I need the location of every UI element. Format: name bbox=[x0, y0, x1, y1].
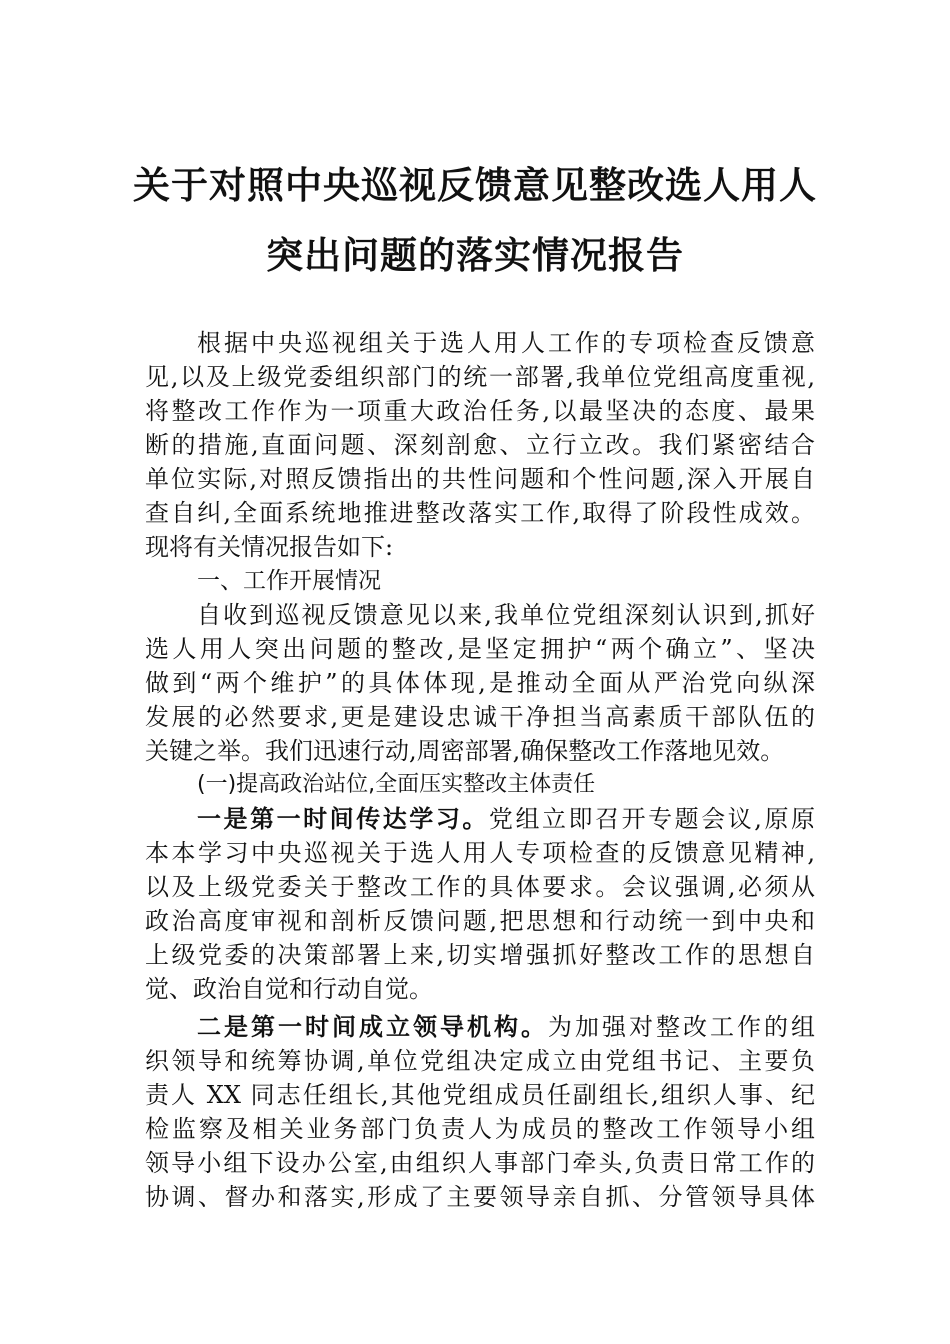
intro-line: 断的措施,直面问题、深刻剖愈、立行立改。我们紧密结合 bbox=[145, 431, 815, 459]
section-1-heading: 一、工作开展情况 bbox=[197, 568, 381, 594]
paragraph-line: 本本学习中央巡视关于选人用人专项检查的反馈意见精神, bbox=[145, 839, 815, 867]
section-1-paragraph bbox=[145, 598, 815, 768]
intro-line: 现将有关情况报告如下: bbox=[145, 533, 394, 561]
intro-line: 将整改工作作为一项重大政治任务,以最坚决的态度、最果 bbox=[145, 397, 815, 425]
paragraph-line: 觉、政治自觉和行动自觉。 bbox=[145, 975, 433, 1003]
paragraph-line: 关键之举。我们迅速行动,周密部署,确保整改工作落地见效。 bbox=[145, 737, 785, 765]
paragraph-line bbox=[145, 1010, 815, 1044]
paragraph-line: 以及上级党委关于整改工作的具体要求。会议强调,必须从 bbox=[145, 873, 815, 901]
point-1-paragraph bbox=[145, 802, 815, 1006]
intro-line: 根据中央巡视组关于选人用人工作的专项检查反馈意 bbox=[197, 329, 815, 357]
intro-line: 查自纠,全面系统地推进整改落实工作,取得了阶段性成效。 bbox=[145, 499, 815, 527]
point-2-first-line-text: 为加强对整改工作的组 bbox=[548, 1013, 815, 1041]
paragraph-line: 发展的必然要求,更是建设忠诚干净担当高素质干部队伍的 bbox=[145, 703, 815, 731]
document-title-line-1: 关于对照中央巡视反馈意见整改选人用人 bbox=[133, 163, 817, 207]
document-body bbox=[145, 326, 815, 1214]
paragraph-line bbox=[145, 802, 815, 836]
paragraph-line: 做到“两个维护”的具体体现,是推动全面从严治党向纵深 bbox=[145, 669, 815, 697]
intro-line: 见,以及上级党委组织部门的统一部署,我单位党组高度重视, bbox=[145, 363, 815, 391]
point-2-lead: 二是第一时间成立领导机构。 bbox=[197, 1012, 548, 1041]
intro-line: 单位实际,对照反馈指出的共性问题和个性问题,深入开展自 bbox=[145, 465, 815, 493]
point-1-lead: 一是第一时间传达学习。 bbox=[197, 804, 489, 833]
paragraph-line: 检监察及相关业务部门负责人为成员的整改工作领导小组 bbox=[145, 1115, 815, 1143]
paragraph-line: 自收到巡视反馈意见以来,我单位党组深刻认识到,抓好 bbox=[197, 601, 815, 629]
point-1-first-line-text: 党组立即召开专题会议,原原 bbox=[488, 805, 815, 833]
paragraph-line: 选人用人突出问题的整改,是坚定拥护“两个确立”、坚决 bbox=[145, 635, 815, 663]
paragraph-line: 上级党委的决策部署上来,切实增强抓好整改工作的思想自 bbox=[145, 941, 815, 969]
subsection-1-heading: (一)提高政治站位,全面压实整改主体责任 bbox=[197, 772, 596, 797]
paragraph-line: 协调、督办和落实,形成了主要领导亲自抓、分管领导具体 bbox=[145, 1183, 815, 1211]
paragraph-line: 领导小组下设办公室,由组织人事部门牵头,负责日常工作的 bbox=[145, 1149, 815, 1177]
document-title-line-2: 突出问题的落实情况报告 bbox=[266, 233, 684, 277]
paragraph-line: 织领导和统筹协调,单位党组决定成立由党组书记、主要负 bbox=[145, 1047, 815, 1075]
paragraph-line: 政治高度审视和剖析反馈问题,把思想和行动统一到中央和 bbox=[145, 907, 815, 935]
point-2-paragraph bbox=[145, 1010, 815, 1214]
paragraph-line: 责人 XX 同志任组长,其他党组成员任副组长,组织人事、纪 bbox=[145, 1081, 815, 1109]
intro-paragraph bbox=[145, 326, 815, 564]
